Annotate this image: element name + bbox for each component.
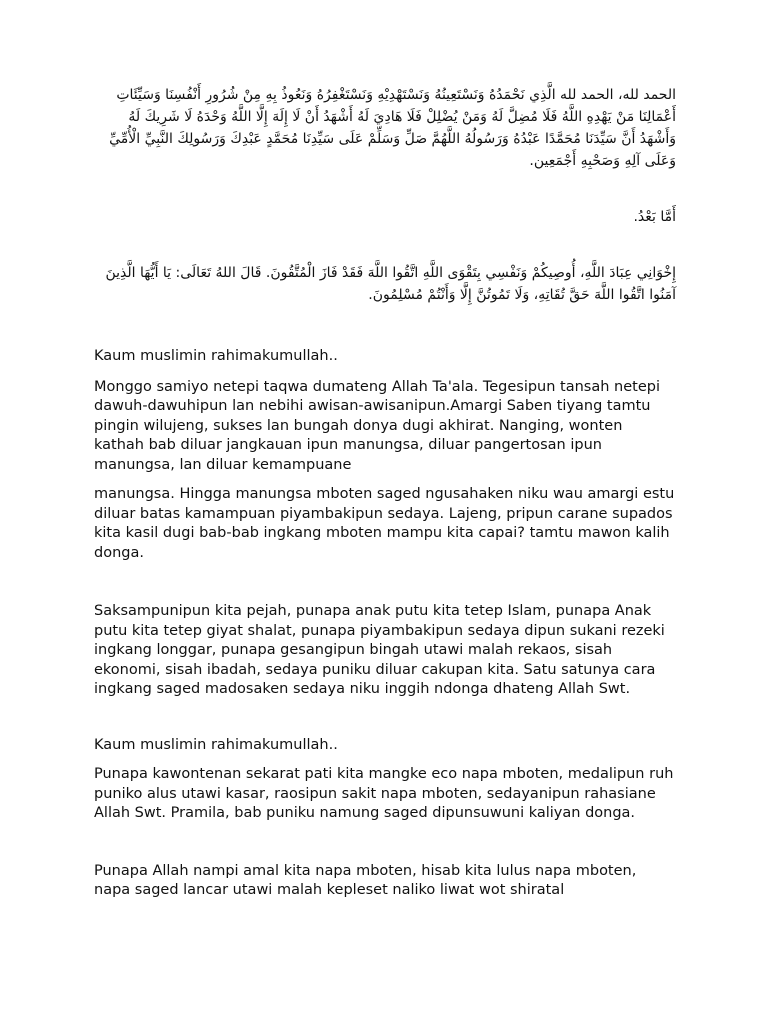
paragraph-greeting-2: Kaum muslimin rahimakumullah.. bbox=[94, 736, 338, 753]
paragraph-greeting-1: Kaum muslimin rahimakumullah.. bbox=[94, 348, 338, 364]
arabic-opening-prayer: الحمد لله، الحمد لله الَّذِي نَحْمَدُهُ وَنَسْتَعِينُهُ وَنَسْتَهْدِيْهِ وَنَسْتَغْفِرُهُ وَنَعُوذُ بِهِ مِنْ شُرُورِ أَنْفُسِنَا وَسَيِّئَاتِ أَعْمَالِنَا مَنْ يَهْدِهِ اللَّهُ فَلَا مُضِلَّ لَهُ وَمَنْ يُضْلِلْ فَلَا هَادِيَ لَهُ أَشْهَدُ أَنْ لَا إِلَهَ إِلَّا اللَّهُ وَحْدَهُ لَا شَرِيكَ لَهُ وَأَشْهَدُ أَنَّ سَيِّدَنَا مُحَمَّدًا عَبْدُهُ وَرَسُولُهُ اللَّهُمَّ صَلِّ وَسَلِّمْ عَلَى سَيِّدِنَا مُحَمَّدٍ عَبْدِكَ وَرَسُولِكَ النَّبِيِّ الْأُمِّيِّ وَعَلَى آلِهِ وَصَحْبِهِ أَجْمَعِين. bbox=[109, 87, 676, 169]
paragraph-sakaratul-maut: Punapa kawontenan sekarat pati kita mangke eco napa mboten, medalipun ruh puniko alus utawi kasar, raosipun sakit napa mboten, sedayanipun rahasiane Allah Swt. Pramila, bab puniku namung saged dipunsuwuni kaliyan donga. bbox=[94, 766, 674, 821]
paragraph-after-death: Saksampunipun kita pejah, punapa anak putu kita tetep Islam, punapa Anak putu kita tetep giyat shalat, punapa piyambakipun sedaya dipun sukani rezeki ingkang longgar, punapa gesangipun bingah utawi malah rekaos, sisah ekonomi, sisah ibadah, sedaya puniku diluar cakupan kita. Satu satunya cara ingkang saged madosaken sedaya niku inggih ndonga dhateng Allah Swt. bbox=[94, 603, 665, 697]
paragraph-donga: manungsa. Hingga manungsa mboten saged ngusahaken niku wau amargi estu diluar batas kamampuan piyambakipun sedaya. Lajeng, pripun carane supados kita kasil dugi bab-bab ingkang mboten mampu kita capai? tamtu mawon kalih donga. bbox=[94, 486, 675, 561]
paragraph-taqwa: Monggo samiyo netepi taqwa dumateng Allah Ta'ala. Tegesipun tansah netepi dawuh-dawuhipun lan nebihi awisan-awisanipun.Amargi Saben tiyang tamtu pingin wilujeng, sukses lan bungah donya dugi akhirat. Nanging, wonten kathah bab diluar jangkauan ipun manungsa, diluar pangertosan ipun manungsa, lan diluar kemampuane bbox=[94, 378, 660, 473]
document-page bbox=[94, 84, 676, 901]
arabic-taqwa-exhortation: إِخْوَانِي عِبَادَ اللَّهِ، أُوصِيكُمْ وَنَفْسِي بِتَقْوَى اللَّهِ اتَّقُوا اللَّهَ فَقَدْ فَازَ الْمُتَّقُونَ. قَالَ اللهُ تَعَالَى: يَا أَيُّهَا الَّذِينَ آمَنُوا اتَّقُوا اللَّهَ حَقَّ تُقَاتِهِ، وَلَا تَمُوتُنَّ إِلَّا وَأَنْتُمْ مُسْلِمُونَ. bbox=[105, 265, 676, 303]
arabic-amma-badu: أَمَّا بَعْدُ. bbox=[633, 209, 676, 225]
paragraph-hisab: Punapa Allah nampi amal kita napa mboten, hisab kita lulus napa mboten, napa saged lancar utawi malah kepleset naliko liwat wot shiratal bbox=[94, 862, 637, 898]
